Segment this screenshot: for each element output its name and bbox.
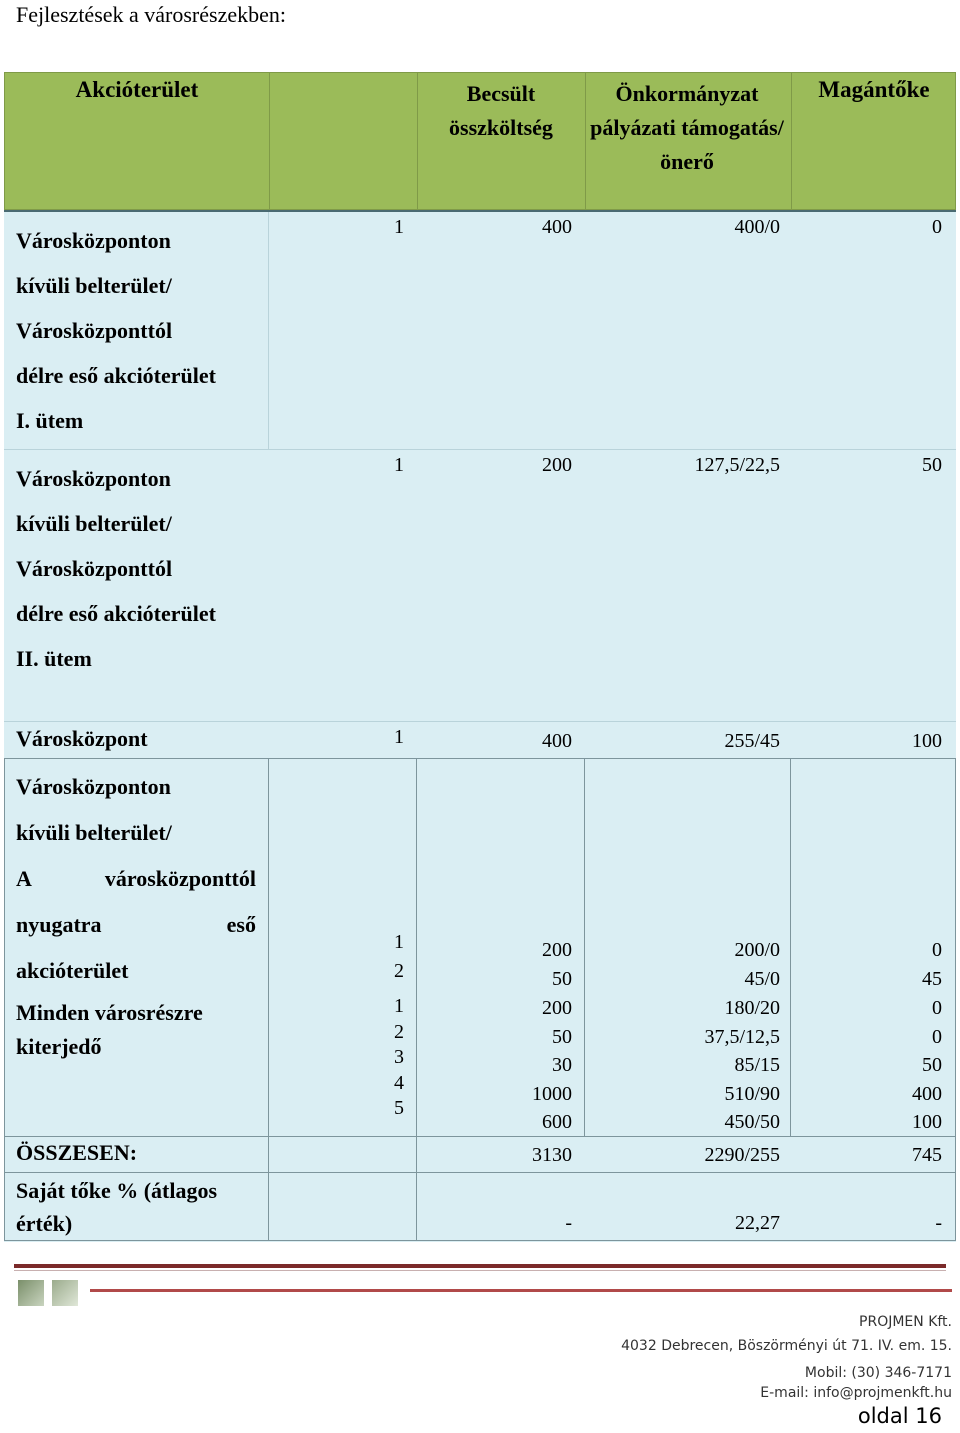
row-2-phase: 1 xyxy=(394,454,404,476)
header-cost: Becsült összköltség xyxy=(449,81,553,140)
row-3-gov: 255/45 xyxy=(724,730,780,752)
row-3-private: 100 xyxy=(912,730,942,752)
row-2-cost: 200 xyxy=(542,454,572,476)
row-5-gov: 180/20 37,5/12,5 85/15 510/90 450/50 xyxy=(704,997,780,1133)
row-3-label: Városközpont xyxy=(16,726,148,751)
total-label: ÖSSZESEN: xyxy=(16,1140,138,1165)
row-2-label: Városközponton kívüli belterület/ Városközponttól délre eső akcióterület II. ütem xyxy=(16,466,216,671)
footer-mobile: Mobil: (30) 346-7171 xyxy=(804,1365,952,1381)
footer-address: 4032 Debrecen, Böszörményi út 71. IV. em. 15. xyxy=(621,1338,952,1354)
footer-rule-thin xyxy=(14,1270,946,1271)
header-area: Akcióterület xyxy=(75,77,199,102)
row-4-cost: 200 50 xyxy=(542,939,572,990)
row-3-cost: 400 xyxy=(542,730,572,752)
row-4-phase: 1 2 xyxy=(394,931,404,982)
row-5-cost: 200 50 30 1000 600 xyxy=(532,997,572,1133)
own-private: - xyxy=(935,1212,942,1234)
own-gov: 22,27 xyxy=(735,1212,780,1234)
row-2-private: 50 xyxy=(922,454,942,476)
row-5-phase: 1 2 3 4 5 xyxy=(394,995,404,1119)
own-label: Saját tőke % (átlagos érték) xyxy=(16,1178,218,1236)
page-number: oldal 16 xyxy=(857,1404,942,1428)
logo-square-icon xyxy=(18,1280,44,1306)
total-private: 745 xyxy=(912,1144,942,1166)
row-1 xyxy=(4,210,956,450)
row-2 xyxy=(4,450,956,722)
row-1-cost: 400 xyxy=(542,216,572,238)
footer-email: E-mail: info@projmenkft.hu xyxy=(760,1385,952,1401)
row-1-label: Városközponton kívüli belterület/ Városközponttól délre eső akcióterület I. ütem xyxy=(16,228,216,433)
logo-square-icon xyxy=(52,1280,78,1306)
own-cost: - xyxy=(565,1212,572,1234)
row-2-gov: 127,5/22,5 xyxy=(694,454,780,476)
header-private: Magántőke xyxy=(818,77,930,102)
footer-accent-line xyxy=(90,1289,952,1292)
row-5-label: Minden városrészre kiterjedő xyxy=(16,1000,203,1059)
header-gov: Önkormányzat pályázati támogatás/önerő xyxy=(590,81,784,174)
row-5-private: 0 0 50 400 100 xyxy=(912,997,942,1133)
total-cost: 3130 xyxy=(532,1144,572,1166)
footer-rule xyxy=(14,1264,946,1268)
table-header xyxy=(4,72,956,210)
row-4-label: Városközponton kívüli belterület/ A városközponttól nyugatra eső akcióterület xyxy=(16,774,256,983)
row-4-gov: 200/0 45/0 xyxy=(734,939,780,990)
row-1-gov: 400/0 xyxy=(734,216,780,238)
row-1-private: 0 xyxy=(932,216,942,238)
row-3-phase: 1 xyxy=(394,726,404,748)
row-4-private: 0 45 xyxy=(922,939,942,990)
footer-company: PROJMEN Kft. xyxy=(859,1314,952,1330)
total-gov: 2290/255 xyxy=(704,1144,780,1166)
row-1-phase: 1 xyxy=(394,216,404,238)
section-intro: Fejlesztések a városrészekben: xyxy=(16,2,286,27)
